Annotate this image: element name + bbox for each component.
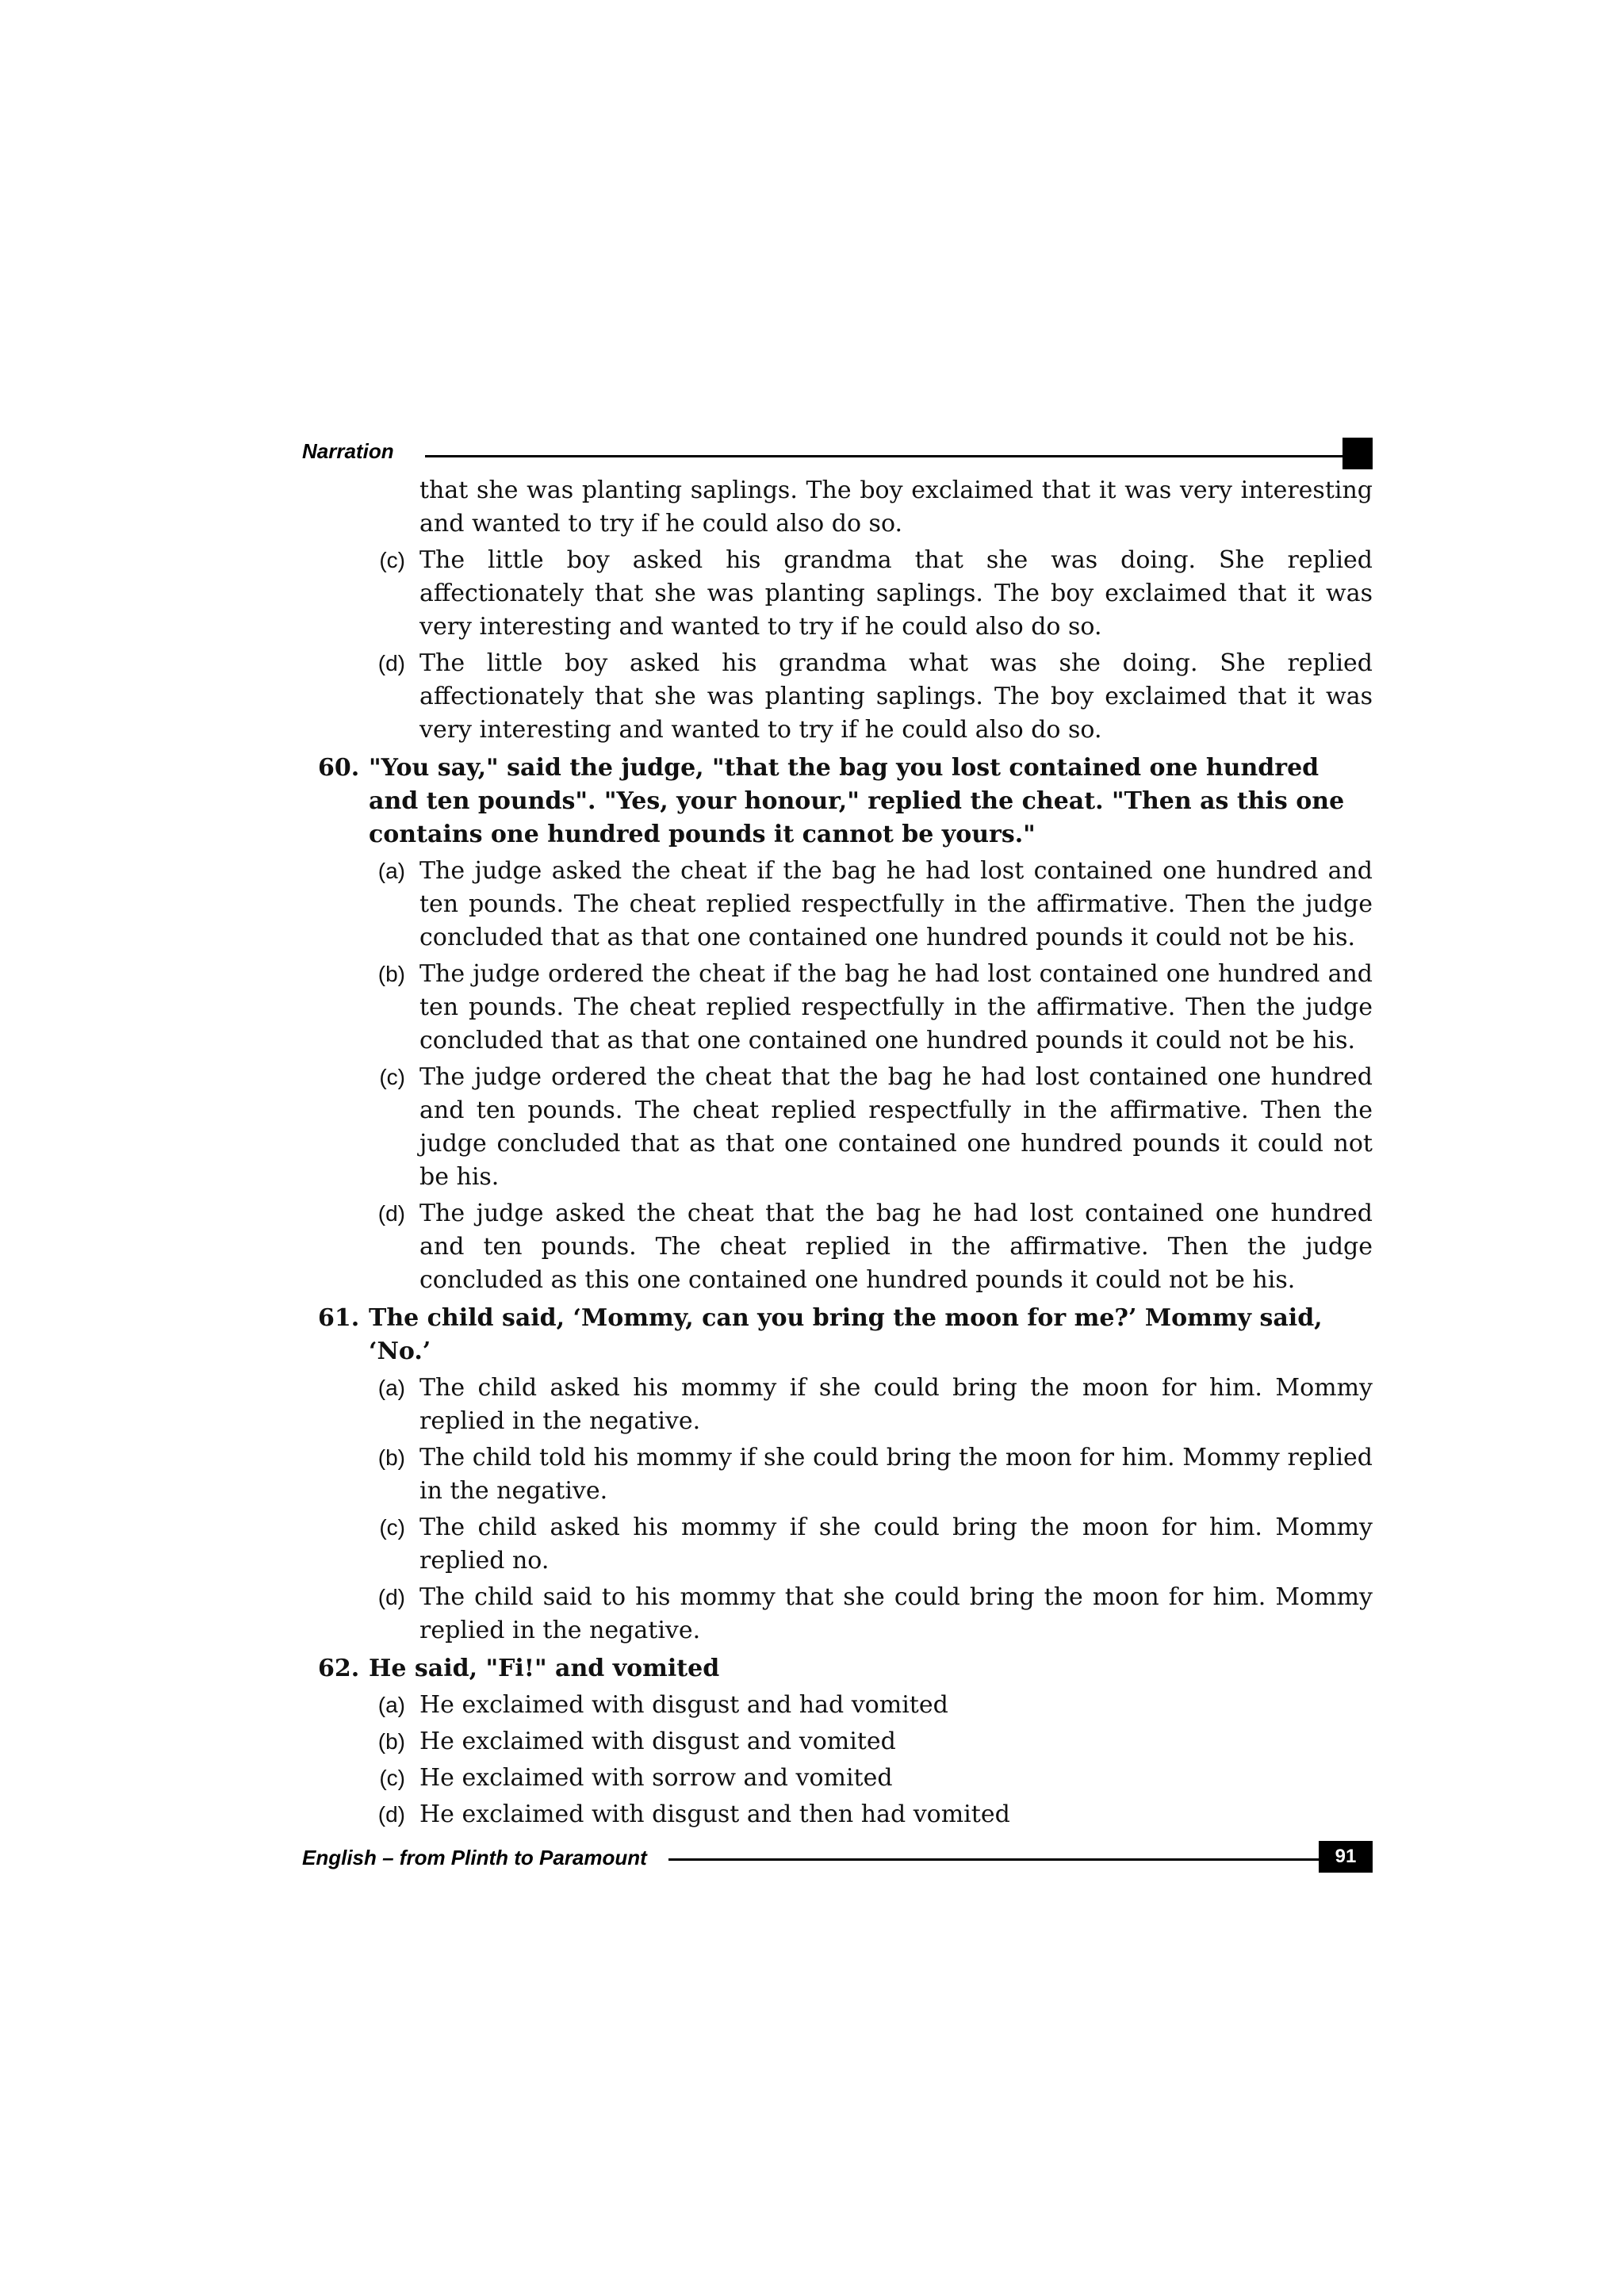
option-letter: (a)	[377, 1693, 405, 1717]
option-letter: (b)	[377, 1729, 405, 1754]
option-item	[302, 1372, 1373, 1438]
header-rule	[425, 455, 1342, 457]
page-number: 91	[1319, 1841, 1373, 1873]
question-text: "You say," said the judge, "that the bag you lost contained one hundred and ten pounds". "Yes, your honour," replied the cheat. "Then as this one contains one hundred pounds it cannot be yours."	[369, 754, 1345, 848]
option-item	[302, 1725, 1373, 1758]
option-text: The child said to his mommy that she could bring the moon for him. Mommy replied in the negative.	[419, 1583, 1373, 1644]
option-item	[302, 855, 1373, 955]
option-item	[302, 1689, 1373, 1722]
question-number: 60.	[318, 754, 360, 782]
page-footer	[302, 1841, 1373, 1874]
question-number: 62.	[318, 1655, 360, 1682]
option-letter: (b)	[377, 1445, 405, 1470]
option-text: The child told his mommy if she could bring the moon for him. Mommy replied in the negative.	[419, 1444, 1373, 1505]
option-letter: (c)	[379, 548, 405, 572]
option-item	[302, 1441, 1373, 1508]
footer-rule	[668, 1858, 1319, 1861]
option-letter: (d)	[377, 651, 405, 675]
option-item	[302, 1798, 1373, 1831]
header-marker-block	[1342, 438, 1373, 469]
option-letter: (c)	[379, 1766, 405, 1790]
option-text: The child asked his mommy if she could bring the moon for him. Mommy replied no.	[419, 1513, 1373, 1575]
option-text: He exclaimed with disgust and then had vomited	[419, 1800, 1010, 1828]
question-text: The child said, ‘Mommy, can you bring the moon for me?’ Mommy said, ‘No.’	[369, 1304, 1323, 1365]
option-letter: (d)	[377, 1802, 405, 1827]
question-62	[302, 1652, 1373, 1686]
book-title: English – from Plinth to Paramount	[302, 1846, 647, 1869]
option-text: He exclaimed with disgust and vomited	[419, 1728, 896, 1755]
option-item	[302, 1762, 1373, 1795]
question-60	[302, 752, 1373, 851]
option-letter: (a)	[377, 1376, 405, 1400]
question-61	[302, 1302, 1373, 1368]
option-item	[302, 647, 1373, 747]
option-text: The judge asked the cheat if the bag he had lost contained one hundred and ten pounds. The cheat replied respectfully in the affirmative. Then the judge concluded that as that one contained one hundred pounds it could not be his.	[419, 857, 1373, 951]
option-text: The little boy asked his grandma that she was doing. She replied affectionately that she was planting saplings. The boy exclaimed that it was very interesting and wanted to try if he could also do so.	[419, 546, 1373, 641]
option-item	[302, 1511, 1373, 1578]
option-text: He exclaimed with sorrow and vomited	[419, 1764, 893, 1792]
option-item	[302, 1061, 1373, 1194]
page-header	[302, 438, 1373, 471]
question-number: 61.	[318, 1304, 360, 1332]
page-body	[302, 474, 1373, 1831]
option-text: The judge ordered the cheat that the bag he had lost contained one hundred and ten pounds. The cheat replied respectfully in the affirmative. Then the judge concluded that as that one contained one hundred pounds it could not be his.	[419, 1063, 1373, 1191]
option-item	[302, 1581, 1373, 1647]
option-text: He exclaimed with disgust and had vomited	[419, 1691, 948, 1719]
option-letter: (d)	[377, 1585, 405, 1609]
question-text: He said, "Fi!" and vomited	[369, 1655, 720, 1682]
option-letter: (a)	[377, 859, 405, 883]
option-item	[302, 544, 1373, 644]
option-text: The judge asked the cheat that the bag he had lost contained one hundred and ten pounds. The cheat replied in the affirmative. Then the judge concluded as this one contained one hundred pounds it could not be his.	[419, 1200, 1373, 1294]
option-letter: (c)	[379, 1515, 405, 1540]
option-text: The child asked his mommy if she could bring the moon for him. Mommy replied in the negative.	[419, 1374, 1373, 1435]
option-letter: (c)	[379, 1065, 405, 1089]
option-text: The little boy asked his grandma what was she doing. She replied affectionately that she was planting saplings. The boy exclaimed that it was very interesting and wanted to try if he could also do so.	[419, 649, 1373, 744]
section-title: Narration	[302, 439, 394, 463]
option-letter: (d)	[377, 1201, 405, 1226]
option-letter: (b)	[377, 962, 405, 986]
continued-option-text: that she was planting saplings. The boy exclaimed that it was very interesting and wanted to try if he could also do so.	[419, 476, 1373, 538]
option-item	[302, 1197, 1373, 1297]
option-item	[302, 958, 1373, 1058]
option-text: The judge ordered the cheat if the bag he had lost contained one hundred and ten pounds. The cheat replied respectfully in the affirmative. Then the judge concluded that as that one contained one hundred pounds it could not be his.	[419, 960, 1373, 1054]
